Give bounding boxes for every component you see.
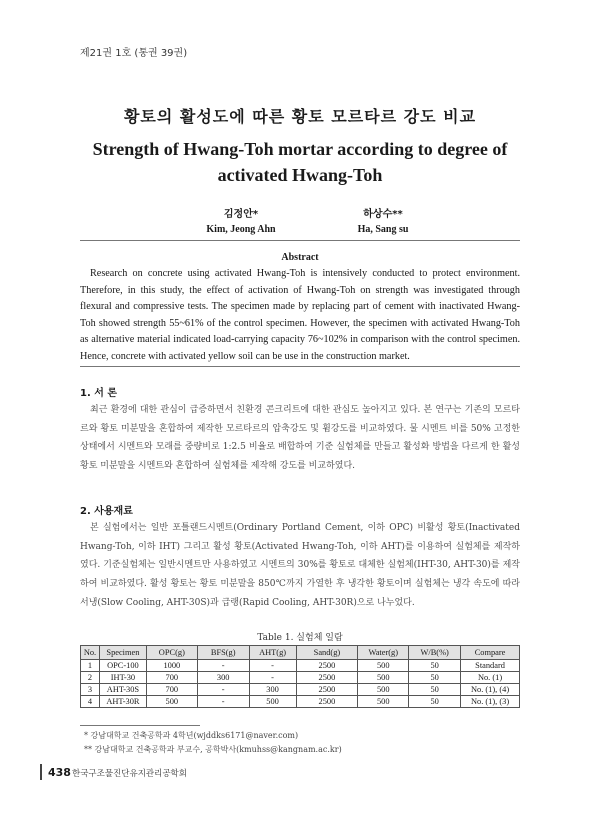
section-1-text: 최근 환경에 대한 관심이 급증하면서 친환경 콘크리트에 대한 관심도 높아지고 있다. 본 연구는 기존의 모르타르와 황토 미분말을 혼합하여 제작한 모르타르의 압축강도 및 휨강도를 비교하였다. 물 시멘트 비를 50% 고정한 상태에서 시멘트와 모래를 중량비로 1:2.5 비율로 배합하여 기준 실험체를 만들고 활성화 방법을 다르게 한 활성 황토 미분말을 시멘트와 혼합하여 실험체를 제작해 강도를 비교하였다. <box>80 405 520 472</box>
section-2-title: 2. 사용재료 <box>80 506 133 517</box>
volume-header: 제21권 1호 (통권 39권) <box>80 48 188 59</box>
table-header-cell: Compare <box>461 646 520 660</box>
author-2-english: Ha, Sang su <box>357 224 409 235</box>
table-header-cell: OPC(g) <box>146 646 197 660</box>
table-cell: 50 <box>409 672 461 684</box>
author-2 <box>338 205 428 235</box>
section-1-title: 1. 서 론 <box>80 388 118 399</box>
table-cell: OPC-100 <box>99 660 146 672</box>
specimen-table <box>80 645 520 708</box>
table-header-cell: AHT(g) <box>249 646 296 660</box>
abstract-bottom-rule <box>80 366 520 367</box>
table-cell: 700 <box>146 684 197 696</box>
table-cell: 700 <box>146 672 197 684</box>
table-cell: 1 <box>81 660 100 672</box>
footnote-rule <box>80 725 200 726</box>
table-cell: 500 <box>249 696 296 708</box>
table-caption: Table 1. 실험체 일람 <box>257 633 343 643</box>
table-cell: 500 <box>358 660 409 672</box>
table-header-row <box>81 646 520 660</box>
table-cell: 50 <box>409 660 461 672</box>
page-number-bar <box>40 764 42 780</box>
table-cell: 2500 <box>296 660 358 672</box>
table-row <box>81 684 520 696</box>
table-header-cell: BFS(g) <box>197 646 249 660</box>
table-cell: - <box>197 684 249 696</box>
footnote-1: * 강남대학교 건축공학과 4학년(wjddks6171@naver.com) <box>84 731 299 740</box>
table-cell: No. (1), (3) <box>461 696 520 708</box>
abstract-text: Research on concrete using activated Hwang-Toh is intensively conducted to protect environment. Therefore, in this study, the effect of activation of Hwang-Toh on strength was investigated through flexural and compressive tests. The specimen made by replacing part of cement with inactivated Hwang-Toh showed strength 55~61% of the control specimen. However, the specimen with activated Hwang-Toh as alternative material indicated load-carrying capacity 76~102% in comparison with the control specimen. Hence, concrete with activated yellow soil can be use in the construction market. <box>80 268 520 362</box>
title-english: Strength of Hwang-Toh mortar according to degree of activated Hwang-Toh <box>92 139 508 185</box>
table-cell: 2500 <box>296 672 358 684</box>
table-cell: 2500 <box>296 696 358 708</box>
table-cell: - <box>197 696 249 708</box>
page-number: 438 <box>48 766 71 779</box>
table-header-cell: W/B(%) <box>409 646 461 660</box>
table-cell: AHT-30R <box>99 696 146 708</box>
table-cell: 500 <box>358 684 409 696</box>
abstract-top-rule <box>80 240 520 241</box>
table-cell: 1000 <box>146 660 197 672</box>
table-cell: 2500 <box>296 684 358 696</box>
table-header-cell: Water(g) <box>358 646 409 660</box>
table-header-cell: No. <box>81 646 100 660</box>
table-row <box>81 672 520 684</box>
table-cell: No. (1) <box>461 672 520 684</box>
abstract-heading: Abstract <box>281 252 319 263</box>
table-cell: 300 <box>197 672 249 684</box>
table-cell: IHT-30 <box>99 672 146 684</box>
author-1-korean: 김정안* <box>223 209 259 220</box>
table-cell: 2 <box>81 672 100 684</box>
section-2-text: 본 실험에서는 일반 포틀랜드시멘트(Ordinary Portland Cement, 이하 OPC) 비활성 황토(Inactivated Hwang-Toh, 이하 IHT) 그리고 활성 황토(Activated Hwang-Toh, 이하 AHT)를 이용하여 실험체를 제작하였다. 기준실험체는 일반시멘트만 사용하였고 시멘트의 30%를 황토로 대체한 실험체(IHT-30, AHT-30)를 제작하여 비교하였다. 활성 황토는 황토 미분말을 850℃까지 가열한 후 냉각한 황토이며 실험체는 냉각 속도에 따라 서냉(Slow Cooling, AHT-30S)과 급랭(Rapid Cooling, AHT-30R)으로 나누었다. <box>80 523 520 608</box>
table-header-cell: Specimen <box>99 646 146 660</box>
table-cell: - <box>249 672 296 684</box>
table-row <box>81 696 520 708</box>
journal-name: 한국구조물진단유지관리공학회 <box>72 769 187 779</box>
table-cell: 500 <box>358 696 409 708</box>
title-korean: 황토의 활성도에 따른 황토 모르타르 강도 비교 <box>123 107 477 126</box>
author-1-english: Kim, Jeong Ahn <box>206 224 276 235</box>
table-cell: AHT-30S <box>99 684 146 696</box>
table-cell: 4 <box>81 696 100 708</box>
table-cell: 500 <box>146 696 197 708</box>
table-cell: 50 <box>409 684 461 696</box>
table-cell: - <box>249 660 296 672</box>
table-cell: - <box>197 660 249 672</box>
table-cell: 50 <box>409 696 461 708</box>
table-header-cell: Sand(g) <box>296 646 358 660</box>
table-cell: Standard <box>461 660 520 672</box>
table-cell: 300 <box>249 684 296 696</box>
table-cell: 3 <box>81 684 100 696</box>
table-cell: 500 <box>358 672 409 684</box>
author-1 <box>186 205 296 235</box>
author-2-korean: 하상수** <box>363 209 403 220</box>
table-row <box>81 660 520 672</box>
footnote-2: ** 강남대학교 건축공학과 부교수, 공학박사(kmuhss@kangnam.ac.kr) <box>84 745 342 754</box>
table-cell: No. (1), (4) <box>461 684 520 696</box>
